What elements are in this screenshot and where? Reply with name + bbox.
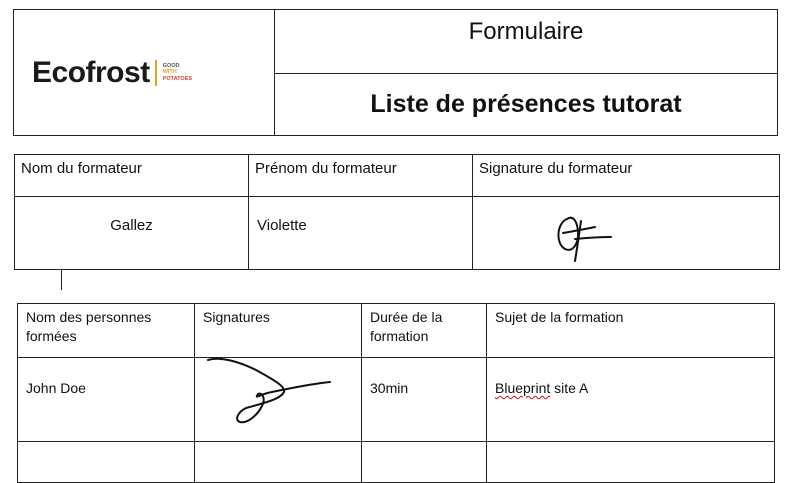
ecofrost-logo: [14, 56, 274, 90]
trainee-name: John Doe: [18, 358, 195, 442]
table-row: [18, 358, 775, 442]
column-header: Prénom du formateur: [249, 155, 473, 197]
empty-cell: [362, 442, 487, 483]
column-header: Durée de la formation: [362, 304, 487, 358]
column-header: Signature du formateur: [473, 155, 780, 197]
column-header: Sujet de la formation: [487, 304, 775, 358]
trainer-last-name: Gallez: [15, 197, 249, 270]
training-duration: 30min: [362, 358, 487, 442]
trainee-signature-image: [200, 352, 335, 427]
page-title: Liste de présences tutorat: [275, 74, 778, 136]
logo-divider: [155, 60, 157, 86]
logo-cell: [14, 10, 275, 136]
column-header: Nom des personnes formées: [18, 304, 195, 358]
training-subject: [487, 358, 775, 442]
header-table: [13, 9, 778, 136]
form-label: Formulaire: [275, 10, 778, 74]
logo-tagline-line: WITH: [162, 69, 177, 76]
trainer-first-name: Violette: [249, 197, 473, 270]
table-row: [18, 442, 775, 483]
trainees-table: [17, 303, 775, 483]
divider-line: [61, 270, 62, 290]
column-header: Signatures: [195, 304, 362, 358]
logo-tagline: [163, 63, 192, 83]
trainer-signature-image: [545, 205, 615, 265]
column-header: Nom du formateur: [15, 155, 249, 197]
logo-tagline-line: GOOD: [162, 62, 180, 69]
training-subject-rest: site A: [550, 380, 589, 396]
logo-tagline-line: POTATOES: [162, 75, 193, 82]
spellcheck-word: Blueprint: [495, 380, 551, 396]
trainer-signature-cell: [473, 197, 780, 270]
empty-cell: [195, 442, 362, 483]
logo-wordmark: Ecofrost: [32, 55, 150, 89]
empty-cell: [18, 442, 195, 483]
trainer-table: [14, 154, 780, 270]
empty-cell: [487, 442, 775, 483]
